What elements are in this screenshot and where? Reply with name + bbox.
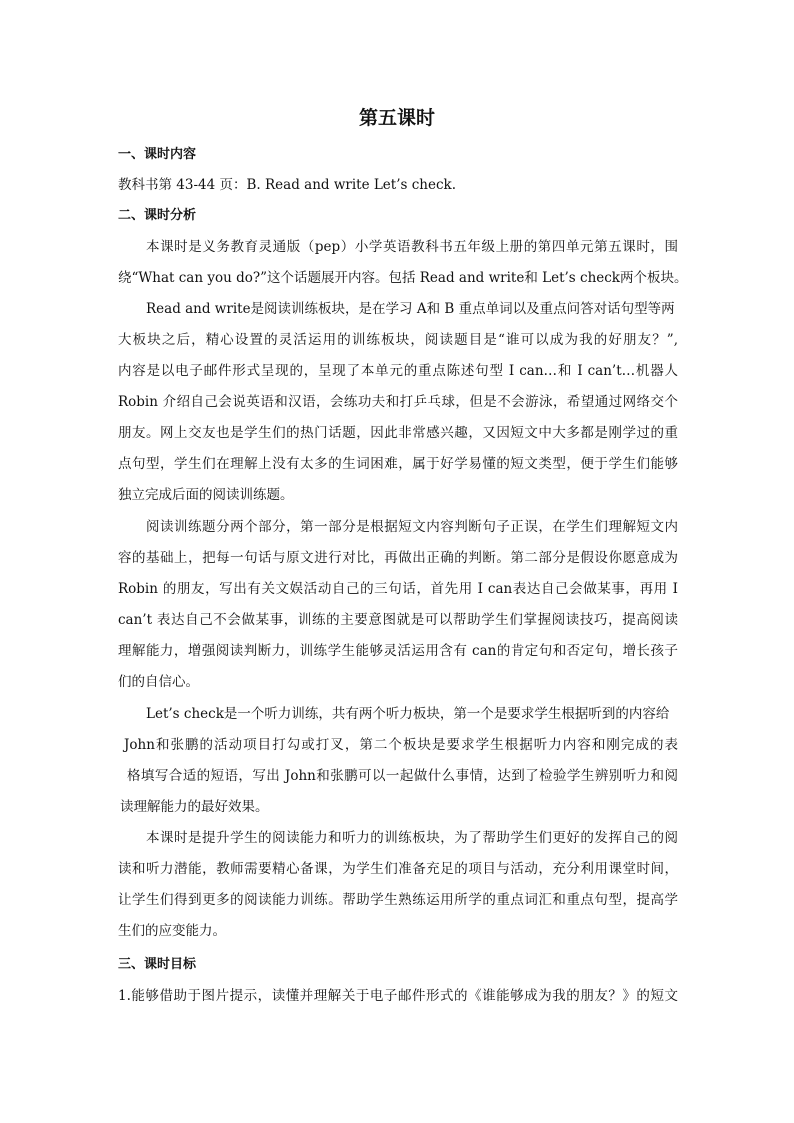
paragraph-line: 生们的应变能力。 <box>118 923 226 939</box>
paragraph-line: 容的基础上，把每一句话与原文进行对比，再做出正确的判断。第二部分是假设你愿意成为 <box>118 550 678 566</box>
paragraph-line: 朋友。网上交友也是学生们的热门话题，因此非常感兴趣，又因短文中大多都是刚学过的重 <box>118 425 678 441</box>
paragraph-line: John和张鹏的活动项目打勾或打叉，第二个板块是要求学生根据听力内容和刚完成的表 <box>124 737 678 753</box>
paragraph-line: 大板块之后，精心设置的灵活运用的训练板块，阅读题目是“谁可以成为我的好朋友？”, <box>118 332 678 348</box>
section-heading-lesson-objectives: 三、课时目标 <box>118 957 197 972</box>
paragraph-line: 阅读训练题分两个部分，第一部分是根据短文内容判断句子正误，在学生们理解短文内 <box>146 519 678 535</box>
section-heading-lesson-content: 一、课时内容 <box>118 147 197 162</box>
paragraph-line: 格填写合适的短语，写出 John和张鹏可以一起做什么事情，达到了检验学生辨别听力和阅 <box>127 768 678 784</box>
paragraph-line: Let’s check是一个听力训练，共有两个听力板块，第一个是要求学生根据听到的内容给 <box>146 706 670 722</box>
paragraph-line: 本课时是义务教育灵通版（pep）小学英语教科书五年级上册的第四单元第五课时，围 <box>146 239 678 255</box>
paragraph-line: 独立完成后面的阅读训练题。 <box>118 487 294 503</box>
paragraph-line: 让学生们得到更多的阅读能力训练。帮助学生熟练运用所学的重点词汇和重点句型，提高学 <box>118 892 678 908</box>
paragraph-line: Robin 的朋友，写出有关文娱活动自己的三句话，首先用 I can表达自己会做某事，再用 I <box>118 581 678 597</box>
paragraph-line: Read and write是阅读训练板块，是在学习 A和 B 重点单词以及重点问答对话句型等两 <box>146 301 675 317</box>
objective-line: 1.能够借助于图片提示，读懂并理解关于电子邮件形式的《谁能够成为我的朋友？》的短文 <box>118 988 678 1004</box>
paragraph-line: 读理解能力的最好效果。 <box>120 799 269 815</box>
paragraph-line: 绕“What can you do?”这个话题展开内容。包括 Read and write和 Let’s check两个板块。 <box>118 270 688 286</box>
paragraph-line: 读和听力潜能，教师需要精心备课，为学生们准备充足的项目与活动，充分利用课堂时间， <box>118 861 678 877</box>
paragraph-line: can’t 表达自己不会做某事，训练的主要意图就是可以帮助学生们掌握阅读技巧，提高阅读 <box>118 612 678 628</box>
lesson-content-text: 教科书第 43-44 页：B. Read and write Let’s check. <box>118 177 457 193</box>
section-heading-lesson-analysis: 二、课时分析 <box>118 208 197 223</box>
paragraph-line: 理解能力，增强阅读判断力，训练学生能够灵活运用含有 can的肯定句和否定句，增长孩子 <box>118 643 678 659</box>
document-title: 第五课时 <box>358 107 435 129</box>
paragraph-line: 内容是以电子邮件形式呈现的，呈现了本单元的重点陈述句型 I can…和 I can’t…机器人 <box>118 363 678 379</box>
paragraph-line: 点句型，学生们在理解上没有太多的生词困难，属于好学易懂的短文类型，便于学生们能够 <box>118 456 678 472</box>
paragraph-line: Robin 介绍自己会说英语和汉语，会练功夫和打乒乓球，但是不会游泳，希望通过网络交个 <box>118 394 678 410</box>
paragraph-line: 本课时是提升学生的阅读能力和听力的训练板块，为了帮助学生们更好的发挥自己的阅 <box>146 830 678 846</box>
paragraph-line: 们的自信心。 <box>118 674 199 690</box>
